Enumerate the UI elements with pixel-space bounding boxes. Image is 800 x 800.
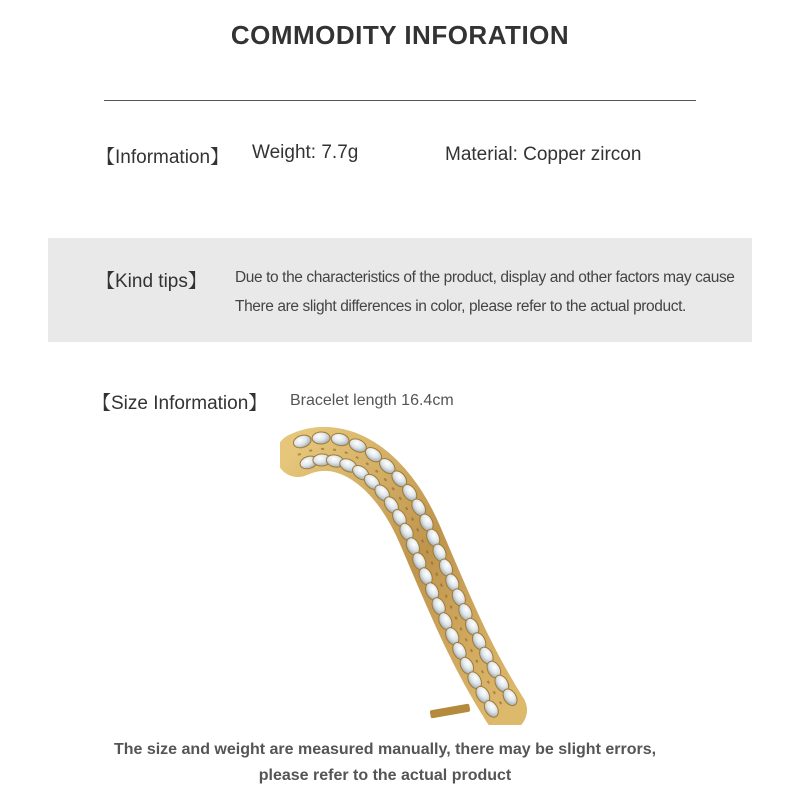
information-label: 【Information】 xyxy=(96,147,230,168)
footer-note-line-2: please refer to the actual product xyxy=(258,767,512,784)
kind-tips-panel xyxy=(48,238,752,342)
kind-tips-line-2: There are slight differences in color, please refer to the actual product. xyxy=(235,298,686,315)
weight-value: Weight: 7.7g xyxy=(252,142,359,163)
zircon-stone xyxy=(312,432,330,445)
bracelet-product-image xyxy=(280,425,540,725)
information-row xyxy=(96,142,716,172)
material-value: Material: Copper zircon xyxy=(445,144,642,165)
title-divider xyxy=(104,100,696,101)
kind-tips-label: 【Kind tips】 xyxy=(96,271,207,292)
footer-note-line-1: The size and weight are measured manually, there may be slight errors, xyxy=(113,741,657,758)
bracelet-length-value: Bracelet length 16.4cm xyxy=(290,392,454,409)
page-title: COMMODITY INFORATION xyxy=(230,20,570,50)
kind-tips-line-1: Due to the characteristics of the product, display and other factors may cause xyxy=(235,269,735,286)
size-information-label: 【Size Information】 xyxy=(92,393,268,414)
